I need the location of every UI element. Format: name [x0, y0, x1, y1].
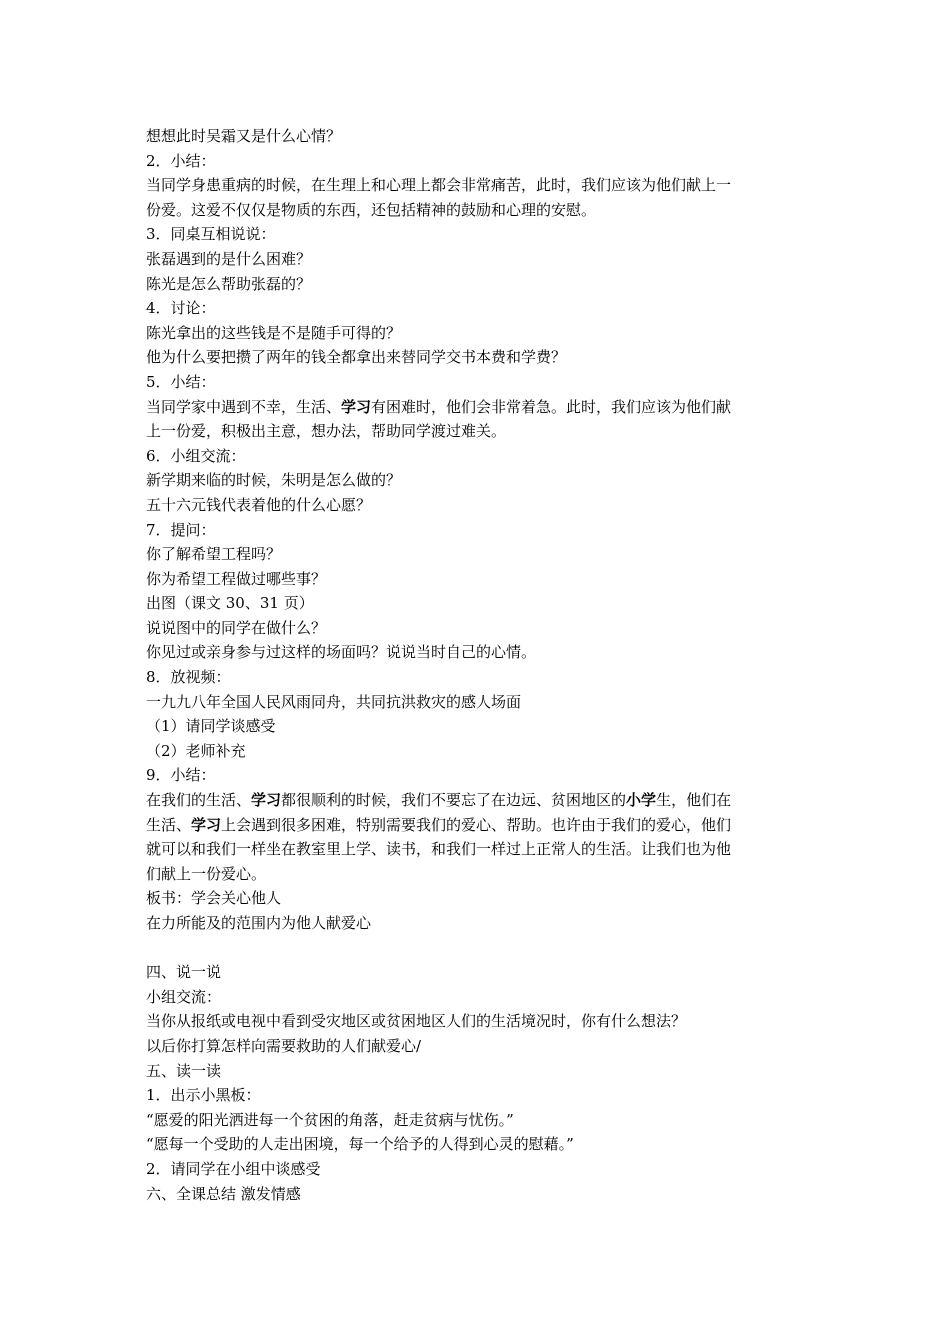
section-heading: 2．请同学在小组中谈感受 [146, 1159, 321, 1178]
text-line: 在力所能及的范围内为他人献爱心 [146, 914, 372, 932]
section-heading: 3．同桌互相说说： [146, 225, 276, 244]
text-line: （2）老师补充 [146, 741, 246, 760]
text-line [146, 813, 816, 838]
text-line: 们献上一份爱心。 [146, 864, 267, 883]
section-heading: 7．提问： [146, 520, 216, 539]
text-run: 当同学家中遇到不幸，生活、 [146, 397, 342, 416]
text-line: 当同学身患重病的时候，在生理上和心理上都会非常痛苦，此时，我们应该为他们献上一 [146, 176, 732, 195]
text-line: （1）请同学谈感受 [146, 717, 276, 736]
section-heading: 6．小组交流： [146, 446, 246, 465]
section-heading: 4．讨论： [146, 299, 216, 318]
text-line: 你了解希望工程吗？ [146, 545, 282, 564]
text-run: 在我们的生活、 [146, 791, 252, 810]
text-line: 说说图中的同学在做什么？ [146, 618, 327, 637]
text-run: 生，他们在 [656, 791, 732, 810]
section-heading: 9．小结： [146, 766, 216, 785]
text-run: 上会遇到很多困难，特别需要我们的爱心、帮助。也许由于我们的爱心，他们 [221, 815, 732, 834]
text-line: 想想此时吴霜又是什么心情？ [146, 127, 342, 145]
text-line: 陈光拿出的这些钱是不是随手可得的？ [146, 323, 402, 342]
quote-line: “愿每一个受助的人走出困境，每一个给予的人得到心灵的慰藉。” [146, 1135, 574, 1154]
quote-line: “愿爱的阳光洒进每一个贫困的角落，赶走贫病与忧伤。” [146, 1110, 514, 1129]
text-line: 陈光是怎么帮助张磊的？ [146, 274, 312, 293]
document-body [146, 124, 816, 1206]
text-line: 你见过或亲身参与过这样的场面吗？说说当时自己的心情。 [146, 643, 537, 662]
text-line: 以后你打算怎样向需要救助的人们献爱心/ [146, 1036, 422, 1055]
text-run: 生活、 [146, 815, 192, 834]
text-line: 就可以和我们一样坐在教室里上学、读书，和我们一样过上正常人的生活。让我们也为他 [146, 840, 732, 859]
blank-line [146, 936, 816, 961]
text-line: 你为希望工程做过哪些事？ [146, 569, 327, 588]
bold-keyword: 学习 [341, 397, 372, 416]
text-run: 有困难时，他们会非常着急。此时，我们应该为他们献 [371, 397, 732, 416]
text-line: 他为什么要把攒了两年的钱全都拿出来替同学交书本费和学费？ [146, 348, 567, 367]
part-heading: 五、读一读 [146, 1061, 222, 1080]
section-heading: 1．出示小黑板： [146, 1086, 261, 1105]
text-line: 份爱。这爱不仅仅是物质的东西，还包括精神的鼓励和心理的安慰。 [146, 200, 597, 219]
section-heading: 2．小结： [146, 151, 216, 170]
section-heading: 5．小结： [146, 372, 216, 391]
text-line: 五十六元钱代表着他的什么心愿？ [146, 495, 372, 514]
part-heading: 六、全课总结 激发情感 [146, 1184, 301, 1203]
blackboard-title: 板书：学会关心他人 [146, 889, 282, 908]
part-heading: 四、说一说 [146, 963, 222, 982]
bold-keyword: 学习 [251, 791, 282, 810]
section-heading: 8．放视频： [146, 668, 231, 687]
text-line [146, 788, 816, 813]
text-line: 当你从报纸或电视中看到受灾地区或贫困地区人们的生活境况时，你有什么想法？ [146, 1012, 687, 1031]
text-run: 都很顺利的时候，我们不要忘了在边远、贫困地区的 [281, 791, 627, 810]
text-line: 上一份爱，积极出主意，想办法，帮助同学渡过难关。 [146, 422, 507, 441]
text-line [146, 395, 816, 420]
bold-keyword: 学习 [191, 815, 222, 834]
text-line: 张磊遇到的是什么困难？ [146, 249, 312, 268]
text-line: 出图（课文 30、31 页） [146, 594, 314, 613]
bold-keyword: 小学 [626, 791, 657, 810]
text-line: 一九九八年全国人民风雨同舟，共同抗洪救灾的感人场面 [146, 692, 522, 711]
text-line: 小组交流： [146, 987, 222, 1006]
text-line: 新学期来临的时候，朱明是怎么做的？ [146, 471, 402, 490]
